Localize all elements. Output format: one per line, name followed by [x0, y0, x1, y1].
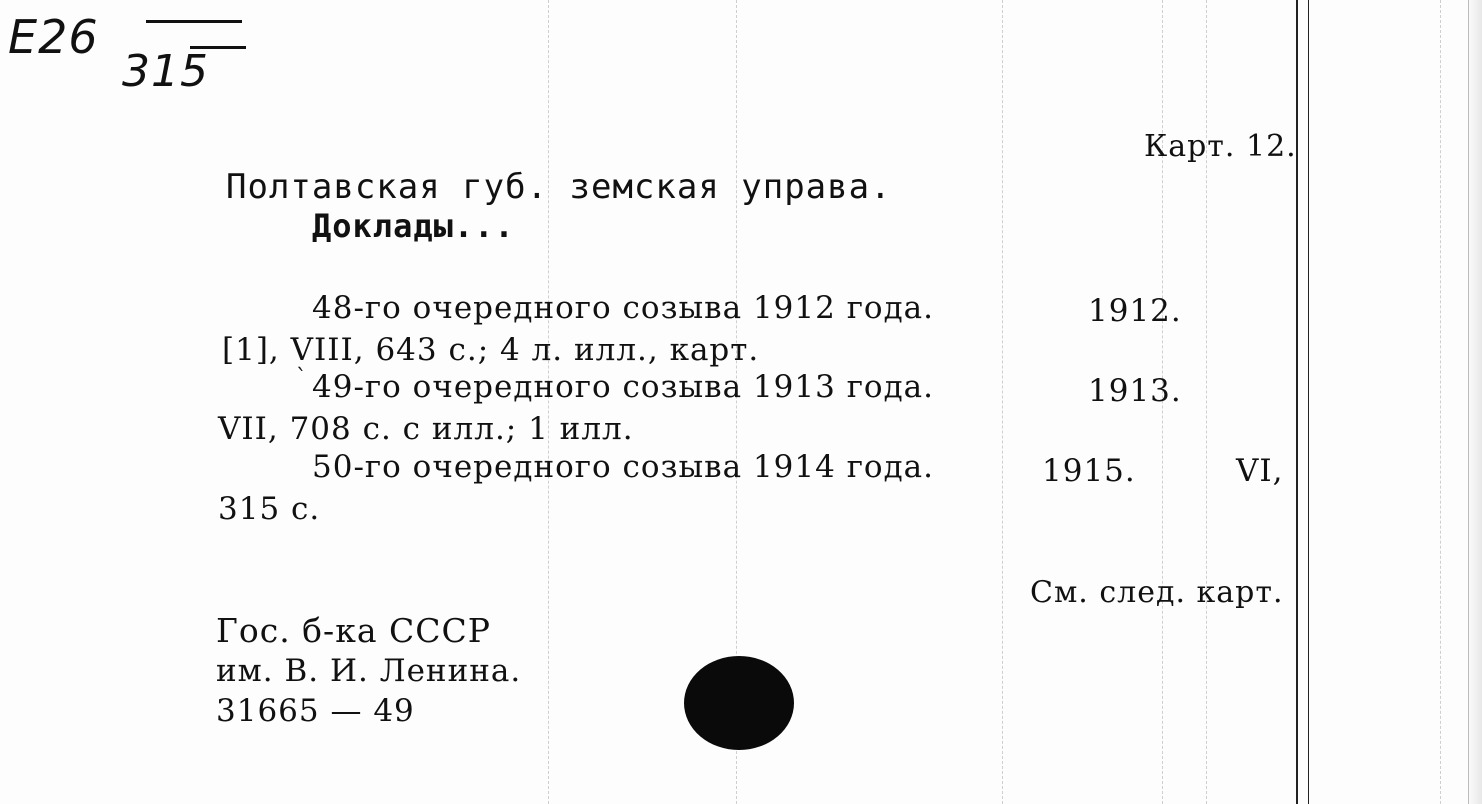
card-edge-line [1308, 0, 1309, 804]
entry-2-extent: VII, 708 с. с илл.; 1 илл. [218, 411, 634, 447]
library-dedication: им. В. И. Ленина. [216, 653, 522, 689]
entry-1-year: 1912. [1088, 293, 1182, 329]
scan-line [1440, 0, 1441, 804]
entry-3-extent-start: VI, [1236, 453, 1284, 489]
scan-line [1002, 0, 1003, 804]
call-number-overline [146, 20, 242, 23]
entry-3-year: 1915. [1042, 453, 1136, 489]
entry-3-extent: 315 с. [218, 491, 321, 527]
library-name: Гос. б-ка СССР [216, 611, 491, 650]
call-number-suffix: 315 [122, 46, 209, 97]
scan-line [1206, 0, 1207, 804]
author-heading: Полтавская губ. земская управа. [226, 167, 892, 207]
library-print-number: 31665 — 49 [216, 693, 415, 729]
punch-hole [684, 656, 794, 750]
card-right-edge [1468, 0, 1482, 804]
entry-2-title: 49-го очередного созыва 1913 года. [312, 369, 935, 405]
card-label: Карт. 12. [1144, 129, 1297, 164]
entry-2-year: 1913. [1088, 373, 1182, 409]
see-next-card: См. след. карт. [1030, 575, 1284, 610]
entry-1-title: 48-го очередного созыва 1912 года. [312, 290, 935, 326]
entry-2-mark: ` [296, 366, 308, 391]
title-heading: Доклады... [312, 207, 515, 245]
entry-3-title: 50-го очередного созыва 1914 года. [312, 449, 935, 485]
entry-1-extent: [1], VIII, 643 с.; 4 л. илл., карт. [222, 332, 760, 368]
call-number-prefix: E26 [8, 10, 99, 64]
call-number-overline [190, 46, 246, 49]
card-edge-line [1296, 0, 1298, 804]
